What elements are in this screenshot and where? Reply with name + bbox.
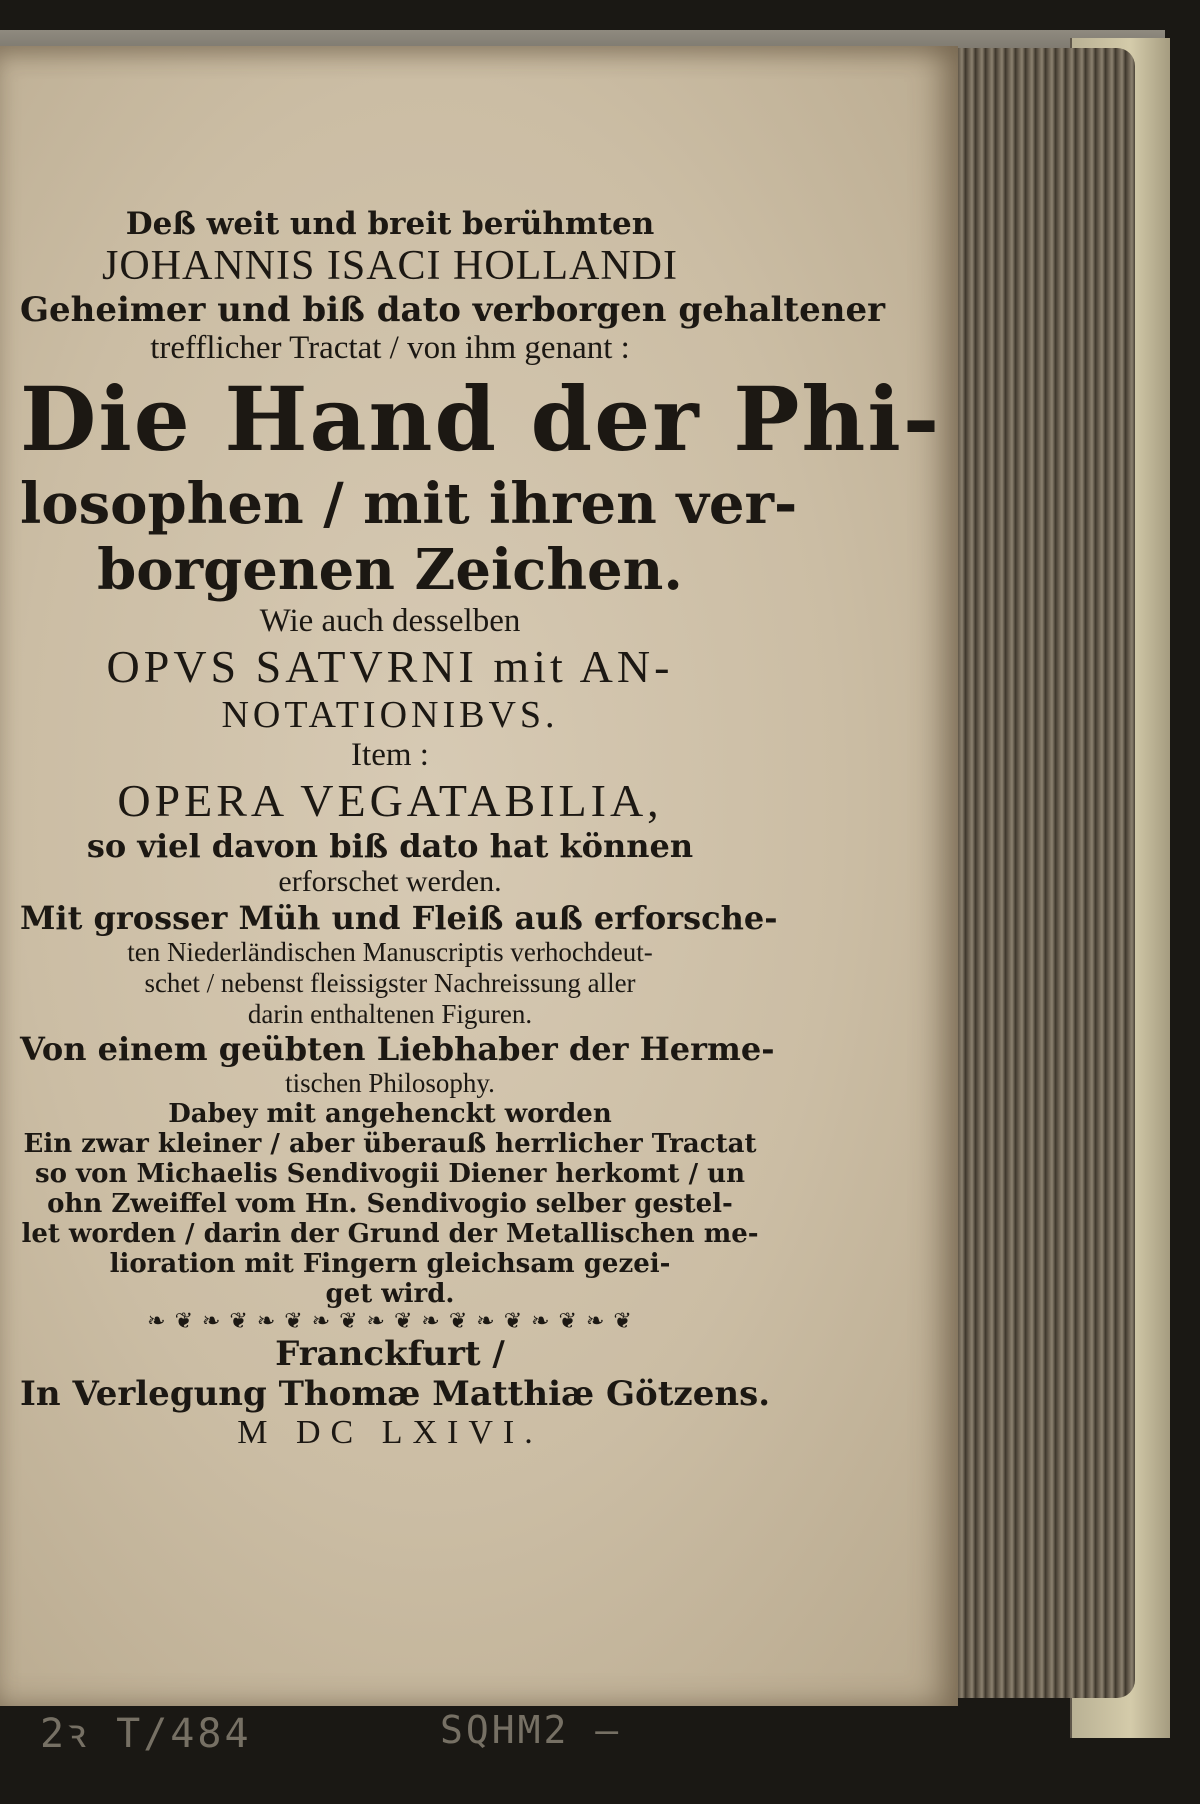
main-title: Die Hand der Phi- [20,367,942,471]
body-line: get wird. [325,1279,455,1309]
main-title: borgenen Zeichen. [97,537,683,603]
shelfmark-right: SQHM2 – [440,1708,622,1752]
opus-title: OPVS SATVRNI mit AN- [106,641,674,692]
body-line: so viel davon biß dato hat können [86,827,694,865]
subtitle-line: trefflicher Tractat / von ihm genant : [150,330,630,366]
body-line: Dabey mit angehenckt worden [168,1099,612,1129]
ornament-border: ❧ ❦ ❧ ❦ ❧ ❦ ❧ ❦ ❧ ❦ ❧ ❦ ❧ ❦ ❧ ❦ ❧ ❦ [147,1309,633,1334]
main-title: losophen / mit ihren ver- [20,471,798,537]
imprint-publisher: In Verlegung Thomæ Matthiæ Götzens. [20,1374,771,1414]
title-text-block [20,206,942,1452]
body-line: darin enthaltenen Figuren. [247,999,533,1029]
body-line: Mit grosser Müh und Fleiß auß erforsche- [20,899,778,937]
body-line: lioration mit Fingern gleichsam gezei- [109,1249,671,1279]
body-line: ten Niederländischen Manuscriptis verhochdeut- [127,937,653,967]
opera-title: OPERA VEGATABILIA, [117,775,663,826]
body-line: erforschet werden. [278,865,502,898]
author-name: JOHANNIS ISACI HOLLANDI [102,243,678,289]
item-line: Item : [351,737,429,773]
body-line: Von einem geübten Liebhaber der Herme- [20,1030,775,1068]
body-line: ohn Zweiffel vom Hn. Sendivogio selber gestel- [47,1189,733,1219]
subtitle-line: Wie auch desselben [259,603,521,639]
imprint-year: M DC LXIVI. [237,1414,543,1451]
opus-title: NOTATIONIBVS. [221,694,559,736]
shelfmark-left: 2ꝛ T/484 [40,1711,252,1757]
title-page [0,46,958,1757]
imprint-place: Franckfurt / [275,1334,505,1374]
body-line: schet / nebenst fleissigster Nachreissung aller [144,968,636,998]
body-line: let worden / darin der Grund der Metallischen me- [21,1219,759,1249]
body-line: Ein zwar kleiner / aber überauß herrlicher Tractat [23,1129,757,1159]
intro-line: Deß weit und breit berühmten [125,206,655,242]
subtitle-line: Geheimer und biß dato verborgen gehaltener [20,290,886,330]
page-edges [945,48,1135,1698]
body-line: so von Michaelis Sendivogii Diener herkomt / un [35,1159,745,1189]
body-line: tischen Philosophy. [285,1068,495,1098]
